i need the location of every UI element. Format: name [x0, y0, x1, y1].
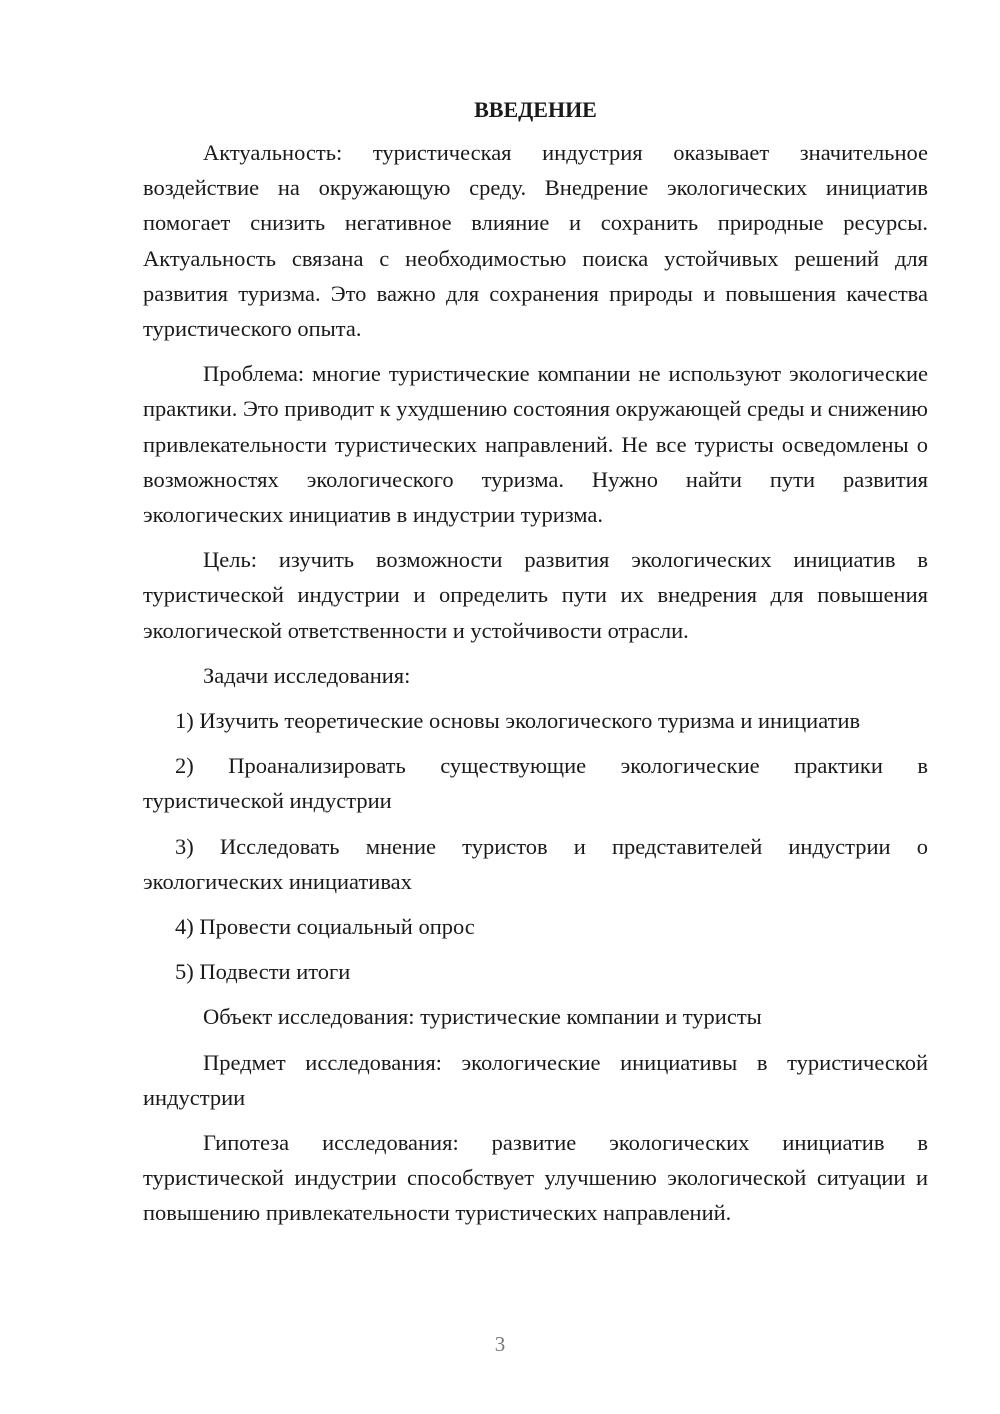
hypothesis-paragraph: Гипотеза исследования: развитие экологических инициатив в туристической индустрии способствует улучшению экологической ситуации и повышению привлекательности туристических направлений. [143, 1130, 928, 1226]
page-number: 3 [494, 1332, 506, 1356]
relevance-paragraph: Актуальность: туристическая индустрия оказывает значительное воздействие на окружающую среду. Внедрение экологических инициатив помогает снизить негативное влияние и сохранить природные ресурсы. Актуальность связана с необходимостью поиска устойчивых решений для развития туризма. Это важно для сохранения природы и повышения качества туристического опыта. [143, 140, 928, 342]
task-item: 2) Проанализировать существующие экологические практики в туристической индустрии [143, 753, 928, 814]
task-item: 4) Провести социальный опрос [175, 914, 475, 940]
task-item: 3) Исследовать мнение туристов и представителей индустрии о экологических инициативах [143, 833, 928, 894]
task-item: 5) Подвести итоги [175, 959, 351, 985]
object-paragraph: Объект исследования: туристические компании и туристы [203, 1004, 762, 1030]
subject-paragraph: Предмет исследования: экологические инициативы в туристической индустрии [143, 1049, 928, 1110]
problem-paragraph: Проблема: многие туристические компании не используют экологические практики. Это приводит к ухудшению состояния окружающей среды и снижению привлекательности туристических направлений. Не все туристы осведомлены о возможностях экологического туризма. Нужно найти пути развития экологических инициатив в индустрии туризма. [143, 361, 928, 528]
page-title: ВВЕДЕНИЕ [474, 97, 597, 122]
tasks-heading: Задачи исследования: [203, 662, 411, 688]
task-item: 1) Изучить теоретические основы экологического туризма и инициатив [175, 708, 861, 734]
page-content [143, 92, 928, 1241]
goal-paragraph: Цель: изучить возможности развития экологических инициатив в туристической индустрии и определить пути их внедрения для повышения экологической ответственности и устойчивости отрасли. [143, 547, 928, 643]
